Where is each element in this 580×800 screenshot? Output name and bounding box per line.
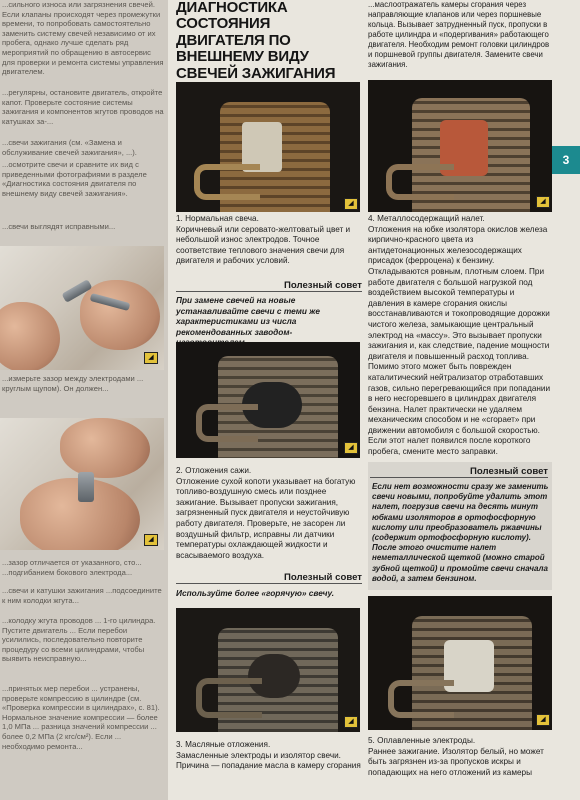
top-right-text: ...маслоотражатель камеры сгорания через направляющие клапанов или через поршневые кольца. Вызывает затрудненный пуск, пропуски в работе цилиндра и «подергивания» работающего двигателя. Необходим ремонт головки цилиндров и поршневой группы двигателя. Замените свечи зажигания.: [368, 0, 550, 69]
camera-icon: ◢: [344, 442, 358, 454]
left-text-block: ...колодку жгута проводов ... 1-го цилиндра. Пустите двигатель ... Если перебои усилились, последовательно повторите процедуру со всеми цилиндрами, чтобы выявить неисправную...: [2, 616, 156, 664]
caption-3: 3. Масляные отложения. Замасленные электроды и изолятор свечи. Причина — попадание масла в камеру сгорания: [176, 740, 361, 771]
left-text-block: ...принятых мер перебои ... устранены, проверьте компрессию в цилиндре (см. «Проверка компрессии в цилиндрах», с. 81). Нормальное значение компрессии — более 1,0 МПа ... разница значений компрессии ... более 0,2 МПа (2 кгс/см²). Если ... необходимо ремонта...: [2, 684, 160, 751]
camera-icon: ◢: [536, 196, 550, 208]
left-text-block: ...регулярны, остановите двигатель, откройте капот. Проверьте состояние системы зажигания и компонентов жгутов проводов на катушках за-...: [2, 88, 164, 126]
caption-4: 4. Металлосодержащий налет. Отложения на юбке изолятора окислов железа кирпично-красного цвета из антидетонационных железосодержащих присадок (ферроцена) к бензину. Откладываются ровным, плотным слоем. При работе двигателя с большой нагрузкой под воздействием высокой температуры и давления в камере сгорания окислы восстанавливаются и токопроводящие дорожки чистого железа, замыкающие центральный электрод на «массу». Это вызывает пропуски зажигания и, как следствие, падение мощности двигателя и повышенный расход топлива. Помимо этого может быть поврежден каталитический нейтрализатор отработавших газов, сильно перегревающийся при попадании в него несгоревшего в цилиндрах двигателя бензина. Налет практически не удаляем механическим способом и не «сгорает» при движении автомобиля с большой скоростью. Если этот налет появился после короткого пробега, смените место заправки.: [368, 214, 551, 457]
left-text-block: ...свечи зажигания (см. «Замена и обслуживание свечей зажигания», ...).: [2, 138, 137, 157]
photo-caption: ...измерьте зазор между электродами ... круглым щупом). Он должен...: [2, 374, 144, 393]
camera-icon: ◢: [536, 714, 550, 726]
spark-plug-photo-soot: [176, 342, 360, 458]
advice-header: Полезный совет: [176, 572, 362, 584]
advice-header: Полезный совет: [370, 466, 548, 478]
section-tab: 3: [552, 146, 580, 174]
left-text-block: ...свечи и катушки зажигания ...подсоедините к ним колодки жгута...: [2, 586, 162, 605]
page-title: ДИАГНОСТИКА СОСТОЯНИЯ ДВИГАТЕЛЯ ПО ВНЕШНЕМУ ВИДУ СВЕЧЕЙ ЗАЖИГАНИЯ: [176, 0, 336, 82]
advice-text: Если нет возможности сразу же заменить свечи новыми, попробуйте удалить этот налет, погрузив свечи на десять минут юбками изоляторов в ортофосфорную кислоту или преобразователь ржавчины (содержит ортофосфорную кислоту). После этого очистите налет неметаллической щеткой (можно старой зубной щеткой) и промойте свечи сначала водой, а затем бензином.: [372, 482, 549, 583]
caption-2: 2. Отложения сажи. Отложение сухой копоти указывает на богатую топливо-воздушную смесь или позднее зажигание. Вызывает пропуски зажигания, загрязненный пуск двигателя и неустойчивую работу двигателя. Проверьте, не засорен ли воздушный фильтр, исправны ли датчики температуры охлаждающей жидкости и всасываемого воздуха.: [176, 466, 356, 560]
spark-plug-photo-normal: [176, 82, 360, 212]
spark-plug-photo-metal-deposit: [368, 80, 552, 212]
left-text-block: ...осмотрите свечи и сравните их вид с приведенными фотографиями в разделе «Диагностика состояния двигателя по внешнему виду свечей зажигания».: [2, 160, 147, 198]
spark-plug-photo-melted: [368, 596, 552, 730]
hand-bend-photo: [0, 418, 164, 550]
spark-plug-photo-oil: [176, 608, 360, 732]
camera-icon: ◢: [344, 198, 358, 210]
left-text-block: ...сильного износа или загрязнения свечей. Если клапаны происходят через промежутки времени, то попробовать самостоятельно заменить систему свечей независимо от их пробега, однако лучше сделать ряд мероприятий по обращению в автосервис для проверки и ремонта системы управления двигателем.: [2, 0, 164, 77]
left-column: [0, 0, 168, 800]
camera-icon: ◢: [144, 352, 158, 364]
advice-text: При замене свечей на новые устанавливайте свечи с теми же характеристиками из числа рекомендованных заводом-: [176, 295, 320, 337]
left-text-block: ...свечи выглядят исправными...: [2, 222, 116, 231]
caption-5: 5. Оплавленные электроды. Раннее зажигание. Изолятор белый, но может быть загрязнен из-за пропусков искры и попадающих на него отложений из камеры: [368, 736, 544, 777]
advice-text: Используйте более «горячую» свечу.: [176, 588, 335, 598]
hand-gap-photo: [0, 246, 164, 370]
caption-1: 1. Нормальная свеча. Коричневый или серовато-желтоватый цвет и небольшой износ электродов. Точное соответствие теплового значения свечи для двигателя и рабочих условий.: [176, 214, 351, 266]
camera-icon: ◢: [144, 534, 158, 546]
advice-header: Полезный совет: [176, 280, 362, 292]
left-text-block: ...зазор отличается от указанного, сто... ...подгибанием бокового электрода...: [2, 558, 142, 577]
camera-icon: ◢: [344, 716, 358, 728]
